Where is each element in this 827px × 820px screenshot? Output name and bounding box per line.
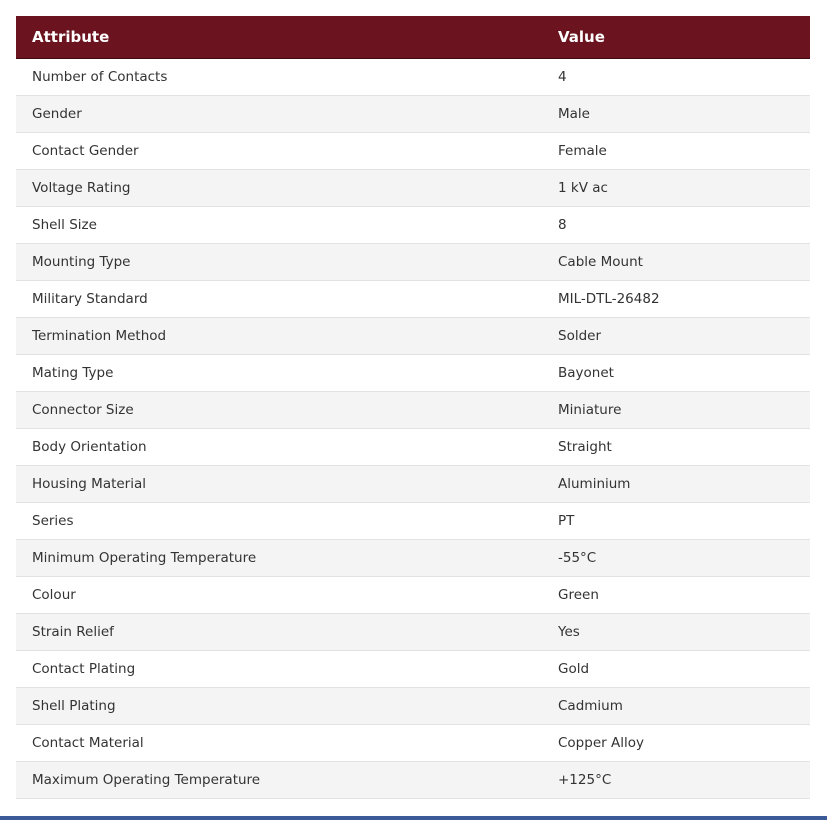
table-row xyxy=(16,132,810,169)
bottom-accent-bar xyxy=(0,816,827,820)
attribute-cell: Military Standard xyxy=(16,280,542,317)
value-cell: 4 xyxy=(542,58,810,95)
value-cell: PT xyxy=(542,502,810,539)
attribute-cell: Strain Relief xyxy=(16,613,542,650)
table-header-row xyxy=(16,16,810,58)
value-cell: Female xyxy=(542,132,810,169)
value-cell: Cadmium xyxy=(542,687,810,724)
table-row xyxy=(16,58,810,95)
attribute-cell: Shell Size xyxy=(16,206,542,243)
value-column-header: Value xyxy=(542,16,810,58)
value-cell: 8 xyxy=(542,206,810,243)
attribute-cell: Maximum Operating Temperature xyxy=(16,761,542,798)
table-row xyxy=(16,724,810,761)
attribute-cell: Connector Size xyxy=(16,391,542,428)
value-cell: Solder xyxy=(542,317,810,354)
value-cell: Cable Mount xyxy=(542,243,810,280)
attribute-cell: Minimum Operating Temperature xyxy=(16,539,542,576)
table-row xyxy=(16,317,810,354)
attribute-cell: Contact Gender xyxy=(16,132,542,169)
value-cell: Aluminium xyxy=(542,465,810,502)
table-row xyxy=(16,428,810,465)
value-cell: Green xyxy=(542,576,810,613)
attribute-column-header: Attribute xyxy=(16,16,542,58)
specifications-table xyxy=(16,16,810,799)
table-row xyxy=(16,576,810,613)
table-row xyxy=(16,539,810,576)
value-cell: 1 kV ac xyxy=(542,169,810,206)
table-row xyxy=(16,761,810,798)
attribute-cell: Housing Material xyxy=(16,465,542,502)
value-cell: -55°C xyxy=(542,539,810,576)
table-row xyxy=(16,243,810,280)
value-cell: +125°C xyxy=(542,761,810,798)
attribute-cell: Series xyxy=(16,502,542,539)
attribute-cell: Mounting Type xyxy=(16,243,542,280)
attribute-cell: Voltage Rating xyxy=(16,169,542,206)
table-row xyxy=(16,169,810,206)
table-row xyxy=(16,354,810,391)
value-cell: Bayonet xyxy=(542,354,810,391)
attribute-cell: Gender xyxy=(16,95,542,132)
table-row xyxy=(16,391,810,428)
value-cell: Male xyxy=(542,95,810,132)
attribute-cell: Contact Plating xyxy=(16,650,542,687)
table-row xyxy=(16,95,810,132)
table-body xyxy=(16,58,810,798)
attribute-cell: Mating Type xyxy=(16,354,542,391)
value-cell: Gold xyxy=(542,650,810,687)
table-row xyxy=(16,280,810,317)
table-row xyxy=(16,687,810,724)
attribute-cell: Colour xyxy=(16,576,542,613)
table-row xyxy=(16,465,810,502)
attribute-cell: Contact Material xyxy=(16,724,542,761)
table-row xyxy=(16,650,810,687)
attribute-cell: Body Orientation xyxy=(16,428,542,465)
table-row xyxy=(16,613,810,650)
attribute-cell: Number of Contacts xyxy=(16,58,542,95)
table-row xyxy=(16,206,810,243)
attribute-cell: Termination Method xyxy=(16,317,542,354)
value-cell: Miniature xyxy=(542,391,810,428)
value-cell: Copper Alloy xyxy=(542,724,810,761)
table-row xyxy=(16,502,810,539)
value-cell: Straight xyxy=(542,428,810,465)
attribute-cell: Shell Plating xyxy=(16,687,542,724)
value-cell: Yes xyxy=(542,613,810,650)
value-cell: MIL-DTL-26482 xyxy=(542,280,810,317)
